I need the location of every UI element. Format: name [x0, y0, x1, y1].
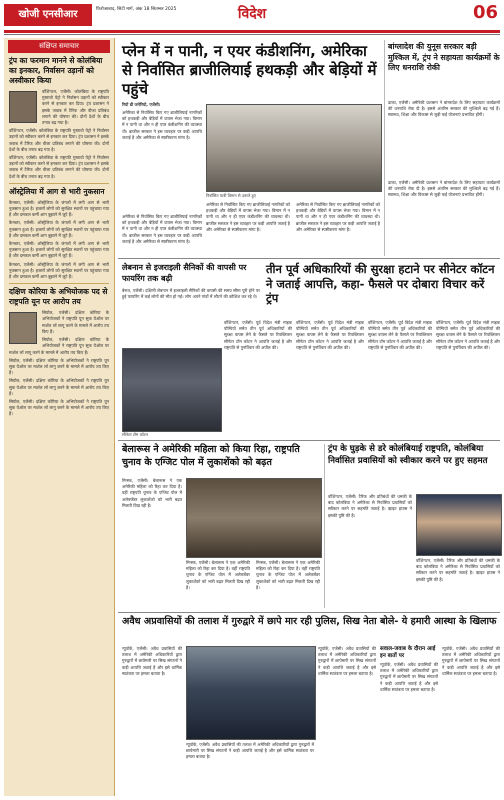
lead-body-col2: अमेरिका से निर्वासित किए गए ब्राजीलियाई नागरिकों को हथकड़ी और बेड़ियों में वापस भेजा गया। विमान में न पानी था और न ही एयर कंडीशनिंग की व्यवस्था थी। ब्राजील सरकार ने इस व्यवहार पर कड़ी आपत्ति जताई है और अमेरिका से स्पष्टीकरण मांगा है।: [206, 202, 290, 232]
brief-photo-1: [9, 91, 37, 123]
masthead: [0, 0, 504, 30]
colombia-headline: ट्रंप के घुड़के से डरे कोलंबियाई राष्ट्रपति, कोलंबिया निर्वासित प्रवासियों को स्वीकार करने पर हुए सहमत: [328, 444, 488, 466]
section-rule-2: [118, 440, 500, 441]
lead-headline: प्लेन में न पानी, न एयर कंडीशनिंग, अमेरिका से निर्वासित ब्राजीलियाई हथकड़ी और बेड़ियों में पहुंचे: [122, 42, 377, 98]
page-number: 06: [472, 2, 498, 23]
brief-body-3-filler-b: सियोल, एजेंसी। दक्षिण कोरिया के अभियोजकों ने राष्ट्रपति यून सुक येओल पर मार्शल लॉ लागू करने के मामले में आरोप तय किए हैं।: [9, 357, 109, 376]
security-body-col2: वॉशिंगटन, एजेंसी। पूर्व विदेश मंत्री माइक पोम्पियो समेत तीन पूर्व अधिकारियों की सुरक्षा वापस लेने के फैसले पर रिपब्लिकन सीनेटर टॉम कॉटन ने आपत्ति जताई है और राष्ट्रपति से पुनर्विचार की अपील की।: [296, 320, 364, 350]
lead-body-col1b: अमेरिका से निर्वासित किए गए ब्राजीलियाई नागरिकों को हथकड़ी और बेड़ियों में वापस भेजा गया। विमान में न पानी था और न ही एयर कंडीशनिंग की व्यवस्था थी। ब्राजील सरकार ने इस व्यवहार पर कड़ी आपत्ति जताई है और अमेरिका से स्पष्टीकरण मांगा है।: [122, 214, 202, 244]
security-body-col1: वॉशिंगटन, एजेंसी। पूर्व विदेश मंत्री माइक पोम्पियो समेत तीन पूर्व अधिकारियों की सुरक्षा वापस लेने के फैसले पर रिपब्लिकन सीनेटर टॉम कॉटन ने आपत्ति जताई है और राष्ट्रपति से पुनर्विचार की अपील की।: [224, 320, 292, 350]
brief-title-3: दक्षिण कोरिया के अभियोजक पद से राष्ट्रपति यून पर आरोप तय: [9, 287, 108, 307]
brief-body-1-filler-b: वॉशिंगटन, एजेंसी। कोलंबिया के राष्ट्रपति गुस्तावो पेट्रो ने निर्वासन उड़ानों को स्वीकार करने से इनकार कर दिया। ट्रंप प्रशासन ने इसके जवाब में टैरिफ और वीजा प्रतिबंध लगाने की घोषणा की। दोनों देशों के बीच तनाव बढ़ गया है।: [9, 155, 109, 179]
brief-body-2-filler-b: कैनबरा, एजेंसी। ऑस्ट्रेलिया के जंगलों में लगी आग से भारी नुकसान हुआ है। हजारों लोगों को सुरक्षित स्थानों पर पहुंचाया गया है और दमकल कर्मी आग बुझाने में जुटे हैं।: [9, 241, 109, 259]
trump-photo: [416, 494, 502, 556]
immigrants-headline: अवैध अप्रवासियों की तलाश में गुरुद्वारे में छापे मार रही पुलिस, सिख नेता बोले- ये हमारी आस्था के खिलाफ: [122, 616, 497, 627]
immigrants-body-col3: न्यूयॉर्क, एजेंसी। अवैध प्रवासियों की तलाश में अमेरिकी अधिकारियों द्वारा गुरुद्वारों में छापेमारी पर सिख संगठनों ने कड़ी आपत्ति जताई है और इसे धार्मिक स्वतंत्रता पर हमला बताया है।: [318, 646, 376, 676]
brief-body-3-filler-d: सियोल, एजेंसी। दक्षिण कोरिया के अभियोजकों ने राष्ट्रपति यून सुक येओल पर मार्शल लॉ लागू करने के मामले में आरोप तय किए हैं।: [9, 398, 109, 417]
brief-body-2-filler-a: कैनबरा, एजेंसी। ऑस्ट्रेलिया के जंगलों में लगी आग से भारी नुकसान हुआ है। हजारों लोगों को सुरक्षित स्थानों पर पहुंचाया गया है और दमकल कर्मी आग बुझाने में जुटे हैं।: [9, 220, 109, 238]
lebanon-body: बेरूत, एजेंसी। दक्षिणी लेबनान में इजराइली सैनिकों की वापसी की समय सीमा पूरी होने पर हुई फायरिंग में कई लोगों की मौत हो गई। लोग अपने गांवों में लौटने की कोशिश कर रहे थे।: [122, 288, 260, 300]
immigrants-body-col4: न्यूयॉर्क, एजेंसी। अवैध प्रवासियों की तलाश में अमेरिकी अधिकारियों द्वारा गुरुद्वारों में छापेमारी पर सिख संगठनों ने कड़ी आपत्ति जताई है और इसे धार्मिक स्वतंत्रता पर हमला बताया है।: [380, 662, 438, 692]
belarus-body-col2: मिन्स्क, एजेंसी। बेलारूस ने एक अमेरिकी महिला को रिहा कर दिया है। वहीं राष्ट्रपति चुनाव के एग्जिट पोल में अलेक्जेंडर लुकाशेंको को भारी बढ़त मिलती दिख रही है।: [186, 560, 250, 590]
immigrants-subhead: सवाल-जवाब के दौरान आई इन बातों पर: [380, 646, 436, 659]
immigrants-body-col1: न्यूयॉर्क, एजेंसी। अवैध प्रवासियों की तलाश में अमेरिकी अधिकारियों द्वारा गुरुद्वारों में छापेमारी पर सिख संगठनों ने कड़ी आपत्ति जताई है और इसे धार्मिक स्वतंत्रता पर हमला बताया है।: [122, 646, 182, 676]
side-body-a: ढाका, एजेंसी। अमेरिकी प्रशासन ने बांग्लादेश के लिए सहायता कार्यक्रमों की धनराशि रोक दी है। इससे अंतरिम सरकार की मुश्किलें बढ़ गई हैं। स्वास्थ्य, शिक्षा और विकास से जुड़ी कई योजनाएं प्रभावित होंगी।: [388, 100, 500, 118]
brief-title-1: ट्रंप का फरमान मानने से कोलंबिया का इनकार, निर्वासन उड़ानों को अस्वीकार किया: [9, 56, 103, 85]
brief-body-1: वॉशिंगटन, एजेंसी। कोलंबिया के राष्ट्रपति गुस्तावो पेट्रो ने निर्वासन उड़ानों को स्वीकार करने से इनकार कर दिया। ट्रंप प्रशासन ने इसके जवाब में टैरिफ और वीजा प्रतिबंध लगाने की घोषणा की। दोनों देशों के बीच तनाव बढ़ गया है।: [42, 89, 109, 126]
brief-divider-2: [9, 283, 109, 284]
lebanon-headline: लेबनान से इजराइली सैनिकों की वापसी पर फायरिंग तक बढ़ी: [122, 263, 247, 283]
security-body-col3: वॉशिंगटन, एजेंसी। पूर्व विदेश मंत्री माइक पोम्पियो समेत तीन पूर्व अधिकारियों की सुरक्षा वापस लेने के फैसले पर रिपब्लिकन सीनेटर टॉम कॉटन ने आपत्ति जताई है और राष्ट्रपति से पुनर्विचार की अपील की।: [368, 320, 432, 350]
masthead-rule: [4, 30, 500, 33]
column-divider-b: [324, 444, 325, 608]
brief-title-2: ऑस्ट्रेलिया में आग से भारी नुकसान: [9, 186, 105, 196]
masthead-rule-thin: [4, 34, 500, 35]
police-photo: [186, 646, 316, 740]
cotton-photo-caption: सीनेटर टॉम कॉटन: [122, 432, 148, 437]
sidebar-header: संक्षिप्त समाचार: [8, 40, 110, 53]
immigrants-body-col5: न्यूयॉर्क, एजेंसी। अवैध प्रवासियों की तलाश में अमेरिकी अधिकारियों द्वारा गुरुद्वारों में छापेमारी पर सिख संगठनों ने कड़ी आपत्ति जताई है और इसे धार्मिक स्वतंत्रता पर हमला बताया है।: [442, 646, 500, 676]
colombia-body-col1: वॉशिंगटन, एजेंसी। टैरिफ और प्रतिबंधों की धमकी के बाद कोलंबिया ने अमेरिका से निर्वासित प्रवासियों को स्वीकार करने पर सहमति जताई है। व्हाइट हाउस ने इसकी पुष्टि की है।: [328, 494, 412, 518]
lead-photo-caption: निर्वासित यात्री विमान से उतरते हुए: [206, 193, 256, 198]
brief-photo-3: [9, 312, 37, 344]
column-divider-a: [384, 40, 385, 256]
brief-body-2: कैनबरा, एजेंसी। ऑस्ट्रेलिया के जंगलों में लगी आग से भारी नुकसान हुआ है। हजारों लोगों को सुरक्षित स्थानों पर पहुंचाया गया है और दमकल कर्मी आग बुझाने में जुटे हैं।: [9, 199, 109, 218]
belarus-headline: बेलारूस ने अमेरिकी महिला को किया रिहा, राष्ट्रपति चुनाव के एग्जिट पोल में लुकाशेंको को बढ़त: [122, 444, 300, 468]
lead-byline: रियो डी जनेरियो, एजेंसी।: [122, 102, 161, 107]
dateline: फिरोजाबाद, सिटी मार्ग, अंक 18 सितम्बर 2025: [96, 7, 177, 12]
newspaper-logo: खोजी एनसीआर: [4, 4, 92, 26]
brief-body-3-filler-a: सियोल, एजेंसी। दक्षिण कोरिया के अभियोजकों ने राष्ट्रपति यून सुक येओल पर मार्शल लॉ लागू करने के मामले में आरोप तय किए हैं।: [9, 337, 109, 355]
side-body-b: ढाका, एजेंसी। अमेरिकी प्रशासन ने बांग्लादेश के लिए सहायता कार्यक्रमों की धनराशि रोक दी है। इससे अंतरिम सरकार की मुश्किलें बढ़ गई हैं। स्वास्थ्य, शिक्षा और विकास से जुड़ी कई योजनाएं प्रभावित होंगी।: [388, 180, 500, 198]
section-rule-3: [118, 612, 500, 613]
brief-body-3-filler-c: सियोल, एजेंसी। दक्षिण कोरिया के अभियोजकों ने राष्ट्रपति यून सुक येओल पर मार्शल लॉ लागू करने के मामले में आरोप तय किए हैं।: [9, 378, 109, 396]
section-rule-1: [118, 258, 500, 259]
cotton-photo: [122, 348, 222, 432]
belarus-body-col3: मिन्स्क, एजेंसी। बेलारूस ने एक अमेरिकी महिला को रिहा कर दिया है। वहीं राष्ट्रपति चुनाव के एग्जिट पोल में अलेक्जेंडर लुकाशेंको को भारी बढ़त मिलती दिख रही है।: [256, 560, 320, 590]
section-title: विदेश: [237, 6, 267, 22]
belarus-body-col1: मिन्स्क, एजेंसी। बेलारूस ने एक अमेरिकी महिला को रिहा कर दिया है। वहीं राष्ट्रपति चुनाव के एग्जिट पोल में अलेक्जेंडर लुकाशेंको को भारी बढ़त मिलती दिख रही है।: [122, 478, 182, 508]
brief-body-1-filler-a: वॉशिंगटन, एजेंसी। कोलंबिया के राष्ट्रपति गुस्तावो पेट्रो ने निर्वासन उड़ानों को स्वीकार करने से इनकार कर दिया। ट्रंप प्रशासन ने इसके जवाब में टैरिफ और वीजा प्रतिबंध लगाने की घोषणा की। दोनों देशों के बीच तनाव बढ़ गया है।: [9, 128, 109, 152]
brief-divider-1: [9, 183, 109, 184]
belarus-photo: [186, 478, 322, 558]
immigrants-body-col2: न्यूयॉर्क, एजेंसी। अवैध प्रवासियों की तलाश में अमेरिकी अधिकारियों द्वारा गुरुद्वारों में छापेमारी पर सिख संगठनों ने कड़ी आपत्ति जताई है और इसे धार्मिक स्वतंत्रता पर हमला बताया है।: [186, 742, 314, 760]
security-headline: तीन पूर्व अधिकारियों की सुरक्षा हटाने पर सीनेटर कॉटन ने जताई आपत्ति, कहा- फैसले पर दोबारा विचार करें ट्रंप: [266, 262, 495, 305]
side-headline: बांग्लादेश की युनूस सरकार बड़ी मुश्किल में, ट्रंप ने सहायता कार्यक्रमों के लिए धनराशि रोकी: [388, 42, 500, 72]
brief-body-2-filler-c: कैनबरा, एजेंसी। ऑस्ट्रेलिया के जंगलों में लगी आग से भारी नुकसान हुआ है। हजारों लोगों को सुरक्षित स्थानों पर पहुंचाया गया है और दमकल कर्मी आग बुझाने में जुटे हैं।: [9, 261, 109, 280]
lead-body-col1: अमेरिका से निर्वासित किए गए ब्राजीलियाई नागरिकों को हथकड़ी और बेड़ियों में वापस भेजा गया। विमान में न पानी था और न ही एयर कंडीशनिंग की व्यवस्था थी। ब्राजील सरकार ने इस व्यवहार पर कड़ी आपत्ति जताई है और अमेरिका से स्पष्टीकरण मांगा है।: [122, 110, 202, 140]
sidebar-briefs: [4, 38, 115, 796]
brief-body-3: सियोल, एजेंसी। दक्षिण कोरिया के अभियोजकों ने राष्ट्रपति यून सुक येओल पर मार्शल लॉ लागू करने के मामले में आरोप तय किए हैं।: [42, 310, 109, 334]
lead-body-col3: अमेरिका से निर्वासित किए गए ब्राजीलियाई नागरिकों को हथकड़ी और बेड़ियों में वापस भेजा गया। विमान में न पानी था और न ही एयर कंडीशनिंग की व्यवस्था थी। ब्राजील सरकार ने इस व्यवहार पर कड़ी आपत्ति जताई है और अमेरिका से स्पष्टीकरण मांगा है।: [296, 202, 380, 232]
colombia-body-col2: वॉशिंगटन, एजेंसी। टैरिफ और प्रतिबंधों की धमकी के बाद कोलंबिया ने अमेरिका से निर्वासित प्रवासियों को स्वीकार करने पर सहमति जताई है। व्हाइट हाउस ने इसकी पुष्टि की है।: [416, 558, 500, 582]
security-body-col4: वॉशिंगटन, एजेंसी। पूर्व विदेश मंत्री माइक पोम्पियो समेत तीन पूर्व अधिकारियों की सुरक्षा वापस लेने के फैसले पर रिपब्लिकन सीनेटर टॉम कॉटन ने आपत्ति जताई है और राष्ट्रपति से पुनर्विचार की अपील की।: [436, 320, 500, 350]
lead-photo: [206, 104, 382, 192]
